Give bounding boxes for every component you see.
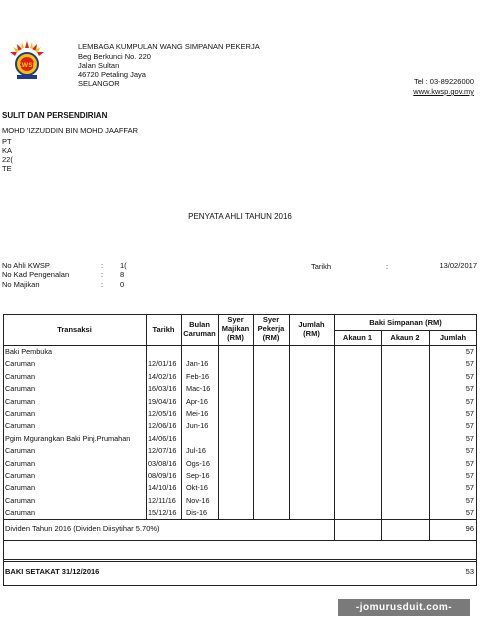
tarikh-cell: 12/05/16 (148, 409, 177, 418)
bulan-cell: Jan-16 (186, 359, 209, 369)
header-akaun-2: Akaun 2 (390, 333, 420, 342)
table-row (0, 507, 480, 519)
transaksi-cell: Caruman (5, 508, 36, 518)
tarikh-cell: 12/01/16 (148, 359, 177, 369)
employer-no-colon: : (101, 280, 104, 289)
org-name: LEMBAGA KUMPULAN WANG SIMPANAN PEKERJA (78, 42, 260, 51)
table-row (0, 433, 480, 445)
header-syer-majikan-3: (RM) (227, 333, 244, 342)
baki-jumlah-cell: 57 (465, 458, 474, 468)
header-tarikh: Tarikh (152, 325, 175, 334)
header-caruman: Caruman (183, 329, 216, 338)
recipient-line-3: 22( (2, 155, 13, 164)
bulan-cell: Mei-16 (186, 409, 209, 418)
baki-jumlah-cell: 57 (465, 495, 474, 505)
dividend-label: Dividen Tahun 2016 (Dividen Diisytihar 5.70%) (5, 524, 160, 533)
header-akaun-1: Akaun 1 (342, 333, 373, 342)
recipient-name: MOHD 'IZZUDDIN BIN MOHD JAAFFAR (2, 126, 139, 135)
address-line-4: SELANGOR (78, 79, 120, 88)
header-syer-pekerja-1: Syer (262, 315, 280, 324)
date-value: 13/02/2017 (439, 261, 477, 270)
header-jumlah-2: (RM) (303, 329, 320, 338)
header-transaksi: Transaksi (57, 325, 92, 334)
transaksi-cell: Pgim Mgurangkan Baki Pinj.Prumahan (5, 433, 131, 443)
bulan-cell: Jul-16 (186, 446, 206, 456)
baki-jumlah-cell: 57 (465, 409, 474, 418)
logo-text: KWSP (17, 62, 37, 69)
header-syer-majikan-2: Majikan (221, 324, 250, 333)
transaksi-cell: Caruman (5, 384, 36, 394)
table-row (0, 470, 480, 482)
header-jumlah-baki: Jumlah (439, 333, 467, 342)
date-colon: : (386, 262, 389, 271)
table-body (0, 346, 480, 519)
tarikh-cell: 12/06/16 (148, 421, 177, 431)
table-row (0, 445, 480, 457)
tarikh-cell: 19/04/16 (148, 396, 177, 406)
table-row (0, 495, 480, 507)
header-syer-majikan-1: Syer (227, 315, 244, 324)
transaksi-cell: Caruman (5, 446, 36, 456)
baki-jumlah-cell: 57 (465, 421, 474, 431)
kwsp-logo-graphic (6, 40, 48, 82)
table-row (0, 396, 480, 408)
bulan-cell: Okt-16 (186, 483, 208, 493)
statement-title: PENYATA AHLI TAHUN 2016 (188, 212, 292, 221)
baki-jumlah-cell: 57 (465, 384, 474, 394)
tarikh-cell: 03/08/16 (148, 458, 177, 468)
telephone: Tel : 03-89226000 (413, 77, 474, 86)
closing-balance-label: BAKI SETAKAT 31/12/2016 (5, 567, 100, 576)
baki-jumlah-cell: 57 (465, 483, 474, 493)
header-baki-simpanan: Baki Simpanan (RM) (369, 318, 442, 327)
tarikh-cell: 08/09/16 (148, 471, 177, 480)
ic-no-colon: : (101, 270, 104, 279)
baki-jumlah-cell: 57 (465, 371, 474, 381)
address-line-3: 46720 Petaling Jaya (78, 70, 146, 79)
table-row (0, 408, 480, 420)
baki-jumlah-cell: 57 (465, 433, 474, 443)
transaksi-cell: Caruman (5, 495, 36, 505)
baki-jumlah-cell: 57 (465, 446, 474, 456)
kwsp-logo (6, 40, 48, 82)
bulan-cell: Dis-16 (186, 508, 208, 518)
baki-jumlah-cell: 57 (465, 359, 474, 369)
tarikh-cell: 14/10/16 (148, 483, 177, 493)
confidential-label: SULIT DAN PERSENDIRIAN (2, 111, 108, 120)
transaksi-cell: Baki Pembuka (5, 347, 53, 356)
tarikh-cell: 14/02/16 (148, 371, 177, 381)
watermark: -jomurusduit.com- (338, 599, 470, 616)
transaksi-cell: Caruman (5, 371, 36, 381)
header-jumlah-1: Jumlah (298, 320, 325, 329)
table-row (0, 458, 480, 470)
table-row (0, 371, 480, 383)
member-no-label: No Ahli KWSP (2, 261, 50, 270)
header-syer-pekerja-3: (RM) (262, 333, 280, 342)
website-link[interactable]: www.kwsp.gov.my (413, 87, 474, 96)
bulan-cell: Jun-16 (186, 421, 209, 431)
employer-no-label: No Majikan (2, 280, 40, 289)
member-no-value: 1( (120, 261, 127, 270)
baki-jumlah-cell: 57 (465, 508, 474, 518)
address-line-1: Beg Berkunci No. 220 (78, 52, 151, 61)
table-row (0, 482, 480, 494)
address-line-2: Jalan Sultan (78, 61, 120, 70)
table-row (0, 420, 480, 432)
ic-no-value: 8 (120, 270, 125, 279)
bulan-cell: Sep-16 (186, 471, 210, 480)
transaksi-cell: Caruman (5, 359, 36, 369)
bulan-cell: Feb-16 (186, 371, 210, 381)
tarikh-cell: 14/06/16 (148, 433, 177, 443)
transaksi-cell: Caruman (5, 458, 36, 468)
tarikh-cell: 12/11/16 (148, 495, 176, 505)
header-syer-pekerja-2: Pekerja (257, 324, 285, 333)
employer-no-value: 0 (120, 280, 125, 289)
header-bulan: Bulan (189, 320, 210, 329)
tarikh-cell: 16/03/16 (148, 384, 177, 394)
tarikh-cell: 15/12/16 (148, 508, 177, 518)
tarikh-cell: 12/07/16 (148, 446, 177, 456)
bulan-cell: Apr-16 (186, 396, 208, 406)
bulan-cell: Ogs-16 (186, 458, 210, 468)
recipient-line-4: TE (2, 164, 12, 173)
bulan-cell: Mac-16 (186, 384, 211, 394)
member-no-colon: : (101, 261, 104, 270)
recipient-line-2: KA (2, 146, 13, 155)
table-row (0, 358, 480, 370)
closing-balance-value: 53 (465, 567, 474, 576)
date-label: Tarikh (311, 262, 332, 271)
bulan-cell: Nov-16 (186, 495, 210, 505)
transaksi-cell: Caruman (5, 396, 36, 406)
recipient-line-1: PT (2, 137, 12, 146)
ic-no-label: No Kad Pengenalan (2, 270, 70, 279)
table-row (0, 346, 480, 358)
table-row (0, 383, 480, 395)
transaksi-cell: Caruman (5, 471, 36, 480)
baki-jumlah-cell: 57 (465, 471, 474, 480)
baki-jumlah-cell: 57 (465, 396, 474, 406)
transaksi-cell: Caruman (5, 409, 36, 418)
transaksi-cell: Caruman (5, 483, 36, 493)
transaksi-cell: Caruman (5, 421, 36, 431)
dividend-value: 96 (465, 524, 474, 533)
baki-jumlah-cell: 57 (465, 347, 474, 356)
